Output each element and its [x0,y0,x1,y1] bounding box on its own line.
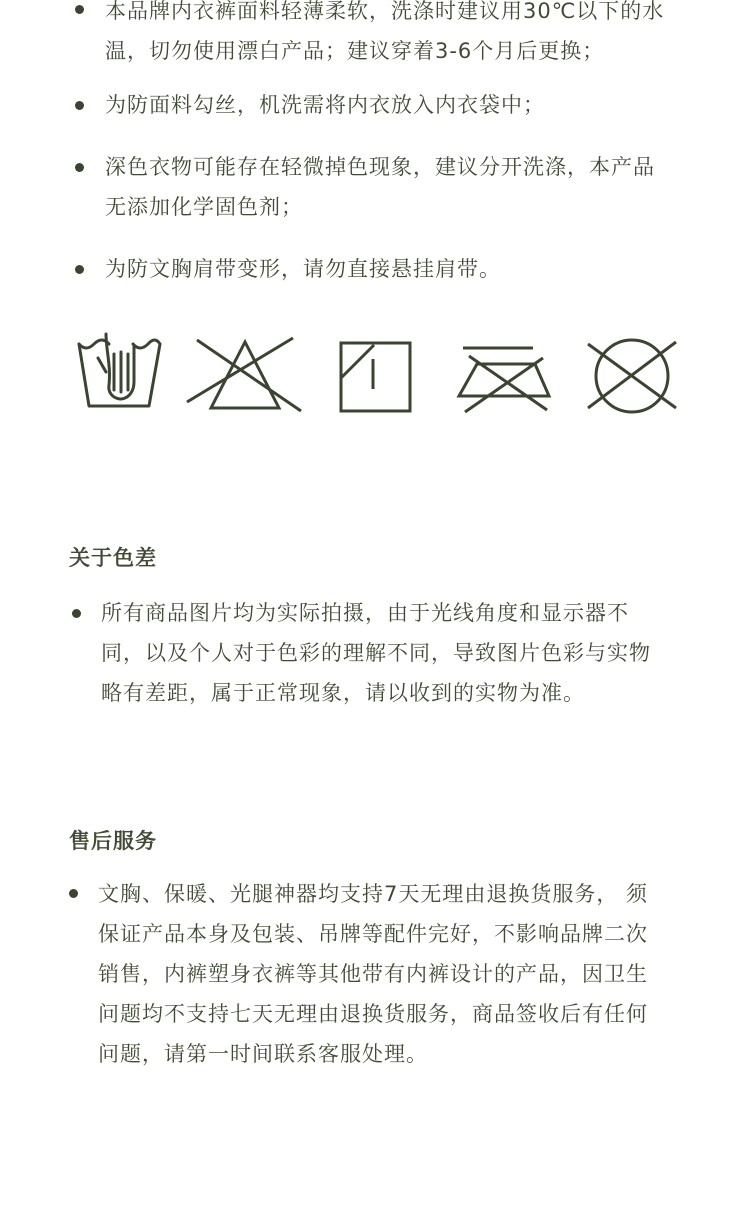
bullet [75,101,84,110]
after-sales-line-5: 问题，请第一时间联系客服处理。 [98,1042,428,1066]
hand-wash-icon [76,330,166,410]
color-difference-line-3: 略有差距，属于正常现象，请以收到的实物为准。 [101,681,585,705]
no-iron-icon [455,338,555,418]
no-tumble-dry-icon [586,336,680,416]
bullet [69,889,78,898]
care-item-1-line-2: 温，切勿使用漂白产品；建议穿着3-6个月后更换； [105,39,605,63]
care-item-3-line-2: 无添加化学固色剂； [105,195,303,219]
care-item-2-line-1: 为防面料勾丝，机洗需将内衣放入内衣袋中； [105,93,545,117]
bullet [72,609,81,618]
after-sales-text [98,874,648,1074]
after-sales-line-3: 销售，内裤塑身衣裤等其他带有内裤设计的产品，因卫生 [98,962,648,986]
color-difference-line-2: 同，以及个人对于色彩的理解不同，导致图片色彩与实物 [101,641,651,665]
care-item-1 [105,0,664,71]
care-symbols [0,326,750,426]
line-dry-icon [336,340,416,416]
color-difference-line-1: 所有商品图片均为实际拍摄，由于光线角度和显示器不 [101,601,629,625]
bullet [75,163,84,172]
color-difference-text [101,593,651,713]
after-sales-line-1: 文胸、保暖、光腿神器均支持7天无理由退换货服务， 须 [98,882,649,906]
care-item-3 [105,147,655,227]
care-item-3-line-1: 深色衣物可能存在轻微掉色现象，建议分开洗涤，本产品 [105,155,655,179]
bullet [75,265,84,274]
after-sales-title: 售后服务 [69,829,157,853]
after-sales-line-4: 问题均不支持七天无理由退换货服务，商品签收后有任何 [98,1002,648,1026]
care-item-4 [105,249,501,289]
care-item-1-line-1: 本品牌内衣裤面料轻薄柔软，洗涤时建议用30℃以下的水 [105,0,665,23]
no-bleach-icon [185,334,305,414]
care-item-2 [105,85,545,125]
color-difference-title: 关于色差 [69,546,157,570]
care-item-4-line-1: 为防文胸肩带变形，请勿直接悬挂肩带。 [105,257,501,281]
after-sales-line-2: 保证产品本身及包装、吊牌等配件完好，不影响品牌二次 [98,922,648,946]
bullet [75,5,84,14]
